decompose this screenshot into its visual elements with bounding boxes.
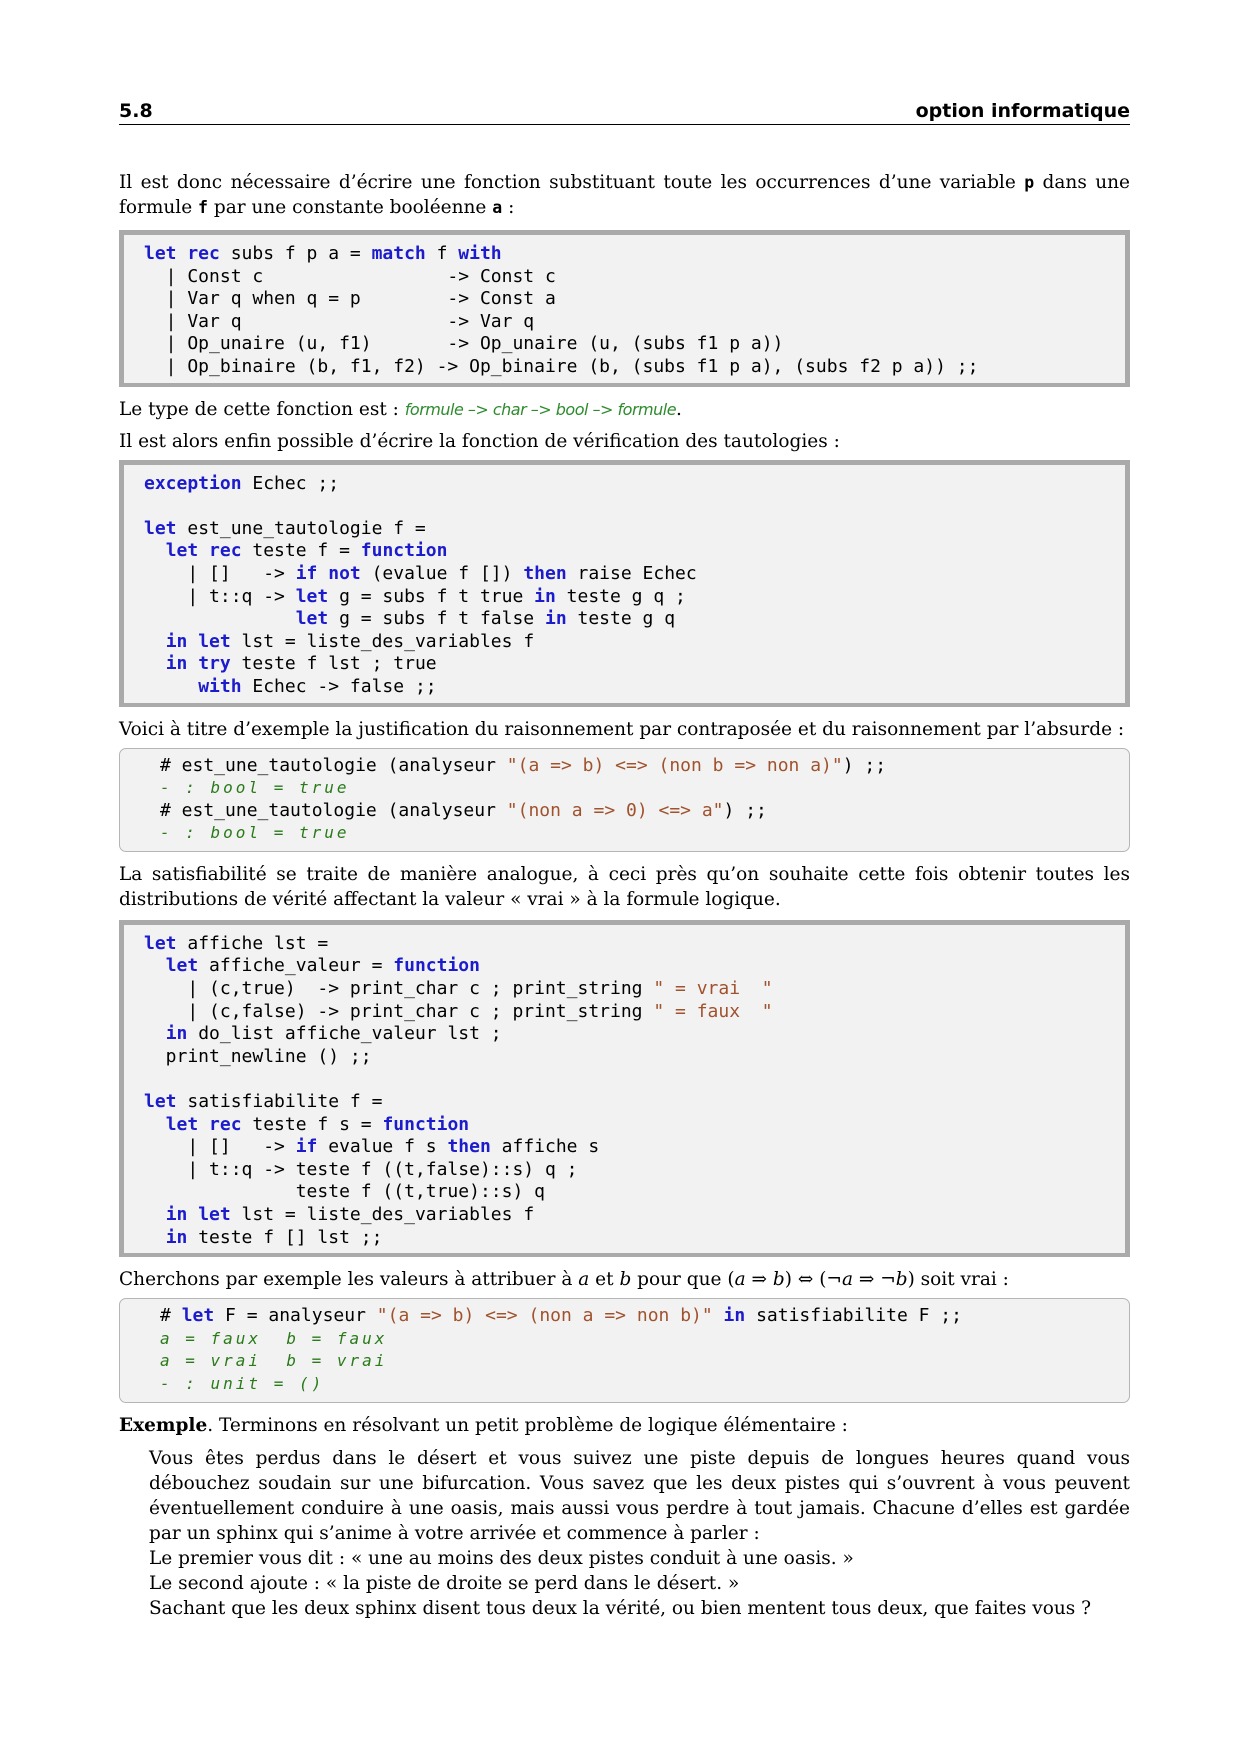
code-line — [144, 540, 1125, 563]
code-line: | Op_binaire (b, f1, f2) -> Op_binaire (b, (subs f1 p a), (subs f2 p a)) ;; — [144, 355, 979, 377]
header-title: option informatique — [915, 100, 1130, 122]
page — [119, 96, 1130, 1621]
paragraph-satisfiability: La satisfiabilité se traite de manière analogue, à ceci près qu’on souhaite cette fois obtenir toutes les distributions de vérité affectant la valeur « vrai » à la formule logique. — [119, 863, 1130, 910]
code-text — [144, 1114, 166, 1135]
code-text: | [] -> — [144, 1136, 296, 1158]
code-text: g = subs f t true — [328, 585, 535, 607]
math-var: b — [772, 1269, 785, 1291]
problem-statement — [119, 1446, 1130, 1621]
math-symbol: ) ⇔ (¬ — [784, 1269, 842, 1291]
code-text: | [] -> — [144, 562, 296, 584]
code-line: | Const c -> Const c — [144, 265, 556, 287]
bold-label: Exemple — [119, 1414, 208, 1436]
code-text: g = subs f t false — [328, 608, 545, 630]
keyword: match — [371, 243, 426, 264]
text: par une constante booléenne — [207, 197, 493, 218]
paragraph-example-intro: Voici à titre d’exemple la justification du raisonnement par contraposée et du raisonnement par l’absurde : — [119, 718, 1125, 740]
text: et — [589, 1269, 620, 1291]
keyword: with — [458, 243, 502, 264]
code-line-blank — [144, 495, 1125, 518]
code-text: est_une_tautologie f = — [176, 517, 426, 539]
keyword: function — [382, 1113, 470, 1135]
string-literal: "(a => b) <=> (non b => non a)" — [506, 754, 843, 776]
code-text: f — [425, 243, 459, 264]
code-text: satisfiabilite f = — [176, 1091, 383, 1113]
code-text: F = analyseur — [214, 1305, 377, 1327]
code-text: ) ;; — [723, 799, 767, 821]
string-literal: " = faux " — [653, 1000, 773, 1022]
type-signature: formule –> char –> bool –> formule — [404, 399, 677, 419]
code-line — [144, 933, 1125, 956]
keyword: let rec — [165, 540, 242, 562]
code-block-subs — [119, 230, 1130, 387]
keyword: if not — [295, 562, 361, 584]
string-literal: " = vrai " — [653, 978, 773, 1000]
keyword: if — [295, 1136, 318, 1158]
code-line-blank — [144, 1068, 1125, 1091]
code-line — [144, 1204, 1125, 1227]
code-line: | Var q when q = p -> Const a — [144, 288, 556, 310]
code-line — [144, 1136, 1125, 1159]
keyword: in — [712, 1305, 746, 1327]
keyword: let — [295, 585, 329, 607]
keyword: in — [165, 1023, 188, 1045]
running-header — [119, 96, 1130, 125]
keyword: let — [181, 1305, 215, 1327]
quote-paragraph: Vous êtes perdus dans le désert et vous suivez une piste depuis de longues heures quand vous débouchez soudain sur une bifurcation. Vous savez que les deux pistes qui s’ouvrent à vous peuvent éventuellement conduire à une oasis, mais aussi vous perdre à tout jamais. Chacune d’elles est gardée par un sphinx qui s’anime à votre arrivée et commence à parler : — [149, 1447, 1130, 1544]
text: ) soit vrai : — [907, 1269, 1009, 1291]
code-text: evalue f s — [317, 1136, 448, 1158]
code-text: Echec -> false ;; — [241, 675, 437, 697]
toplevel-input — [160, 800, 1129, 823]
code-line — [144, 978, 1125, 1001]
text: Cherchons par exemple les valeurs à attribuer à — [119, 1269, 579, 1291]
code-text — [144, 540, 166, 561]
code-text — [144, 676, 198, 697]
code-text: affiche s — [490, 1136, 600, 1158]
math-symbol: ⇒ ¬ — [852, 1269, 896, 1291]
keyword: exception — [144, 472, 242, 494]
code-text — [144, 1023, 166, 1044]
keyword: in try — [165, 653, 231, 675]
keyword: let — [144, 1091, 177, 1113]
keyword: in — [544, 608, 567, 630]
code-text — [144, 1204, 166, 1225]
toplevel-output: - : bool = true — [160, 823, 350, 843]
toplevel-output: - : unit = () — [160, 1373, 325, 1393]
text: Il est donc nécessaire d’écrire une fonction substituant toute les occurrences d’une variable — [119, 172, 1025, 193]
paragraph-search — [119, 1267, 1130, 1292]
text: pour que ( — [631, 1269, 735, 1291]
toplevel-input — [160, 755, 1129, 778]
quote-line: Sachant que les deux sphinx disent tous deux la vérité, ou bien mentent tous deux, que faites vous ? — [149, 1597, 1092, 1619]
code-text: teste g q ; — [555, 585, 686, 607]
text: Le type de cette fonction est : — [119, 398, 405, 420]
paragraph-tautology-intro: Il est alors enfin possible d’écrire la fonction de vérification des tautologies : — [119, 430, 840, 452]
code-line — [144, 653, 1125, 676]
toplevel-session-2 — [119, 1298, 1130, 1402]
keyword: let — [295, 608, 329, 630]
code-text: teste f = — [241, 540, 361, 562]
code-text: lst = liste_des_variables f — [230, 1204, 535, 1225]
math-var: b — [895, 1269, 908, 1291]
code-text: affiche lst = — [176, 932, 329, 954]
code-line — [144, 1227, 1125, 1250]
code-line: | t::q -> teste f ((t,false)::s) q ; — [144, 1158, 578, 1180]
toplevel-input — [160, 1305, 1129, 1328]
keyword: in let — [165, 1204, 231, 1225]
code-text — [144, 653, 166, 674]
code-text: lst = liste_des_variables f — [230, 630, 535, 652]
math-var: a — [734, 1269, 746, 1291]
code-text — [144, 955, 166, 976]
keyword: let — [144, 517, 177, 539]
code-line — [144, 518, 1125, 541]
math-var: a — [841, 1269, 853, 1291]
section-number: 5.8 — [119, 100, 153, 122]
keyword: with — [198, 675, 242, 697]
code-text: | t::q -> — [144, 585, 296, 607]
code-text: ) ;; — [842, 754, 887, 776]
code-text: teste f s = — [241, 1113, 383, 1135]
inline-code: a — [492, 198, 503, 217]
code-line — [144, 608, 1125, 631]
code-line — [144, 586, 1125, 609]
code-text: # est_une_tautologie (analyseur — [160, 799, 507, 821]
math-symbol: ⇒ — [745, 1269, 773, 1291]
code-text: teste f lst ; true — [230, 653, 437, 675]
keyword: let rec — [144, 243, 220, 264]
quote-line: Le second ajoute : « la piste de droite se perd dans le désert. » — [149, 1572, 740, 1594]
text: dans une formule — [119, 172, 1131, 218]
keyword: in let — [165, 630, 231, 652]
code-text — [144, 631, 166, 652]
string-literal: "(non a => 0) <=> a" — [506, 799, 724, 821]
math-var: a — [578, 1269, 590, 1291]
code-line — [144, 1023, 1125, 1046]
keyword: in — [165, 1226, 188, 1248]
code-line: | Op_unaire (u, f1) -> Op_unaire (u, (subs f1 p a)) — [144, 333, 784, 355]
code-line: teste f ((t,true)::s) q — [144, 1181, 545, 1203]
code-text: | (c,true) -> print_char c ; print_string — [144, 978, 654, 1000]
paragraph-intro — [119, 170, 1130, 220]
paragraph-exemple — [119, 1413, 1130, 1438]
code-text: # est_une_tautologie (analyseur — [160, 754, 507, 776]
code-text: subs f p a = — [219, 243, 372, 264]
keyword: function — [393, 955, 480, 977]
code-text: teste f [] lst ;; — [187, 1226, 383, 1248]
code-text — [144, 1227, 166, 1248]
string-literal: "(a => b) <=> (non a => non b)" — [376, 1305, 713, 1327]
code-text: affiche_valeur = — [198, 955, 394, 977]
code-text: teste g q — [566, 608, 676, 630]
code-text: | (c,false) -> print_char c ; print_string — [144, 1000, 654, 1022]
code-text: do_list affiche_valeur lst ; — [187, 1023, 502, 1045]
keyword: then — [523, 562, 567, 584]
inline-code: f — [198, 198, 208, 217]
code-line — [144, 1114, 1125, 1137]
code-block-satisfiability — [119, 920, 1130, 1257]
paragraph-type — [119, 397, 1130, 422]
toplevel-output: a = vrai b = vrai — [160, 1351, 388, 1371]
keyword: let — [165, 955, 199, 977]
code-text — [144, 608, 296, 629]
code-text: (evalue f []) — [360, 562, 524, 584]
toplevel-output: a = faux b = faux — [160, 1328, 388, 1348]
keyword: let rec — [165, 1113, 242, 1135]
code-line — [144, 676, 1125, 699]
code-text: # — [160, 1305, 182, 1327]
code-text: satisfiabilite F ;; — [745, 1305, 962, 1327]
text: . Terminons en résolvant un petit problème de logique élémentaire : — [207, 1414, 848, 1436]
code-text: Echec ;; — [241, 472, 340, 494]
toplevel-output: - : bool = true — [160, 778, 350, 798]
quote-line: Le premier vous dit : « une au moins des deux pistes conduit à une oasis. » — [149, 1547, 854, 1569]
keyword: in — [534, 585, 556, 607]
code-block-tautology — [119, 460, 1130, 707]
code-line: print_newline () ;; — [144, 1045, 372, 1067]
text: : — [502, 197, 515, 218]
code-line — [144, 955, 1125, 978]
code-line — [144, 243, 1125, 266]
keyword: function — [360, 540, 448, 562]
keyword: let — [144, 932, 177, 954]
code-line — [144, 1091, 1125, 1114]
keyword: then — [447, 1136, 491, 1158]
code-line — [144, 631, 1125, 654]
code-text: raise Echec — [566, 562, 697, 584]
inline-code: p — [1024, 173, 1035, 192]
code-line — [144, 563, 1125, 586]
code-line — [144, 1001, 1125, 1024]
text: . — [676, 398, 682, 420]
code-line — [144, 473, 1125, 496]
toplevel-session-1 — [119, 748, 1130, 852]
math-var: b — [619, 1269, 632, 1291]
code-line: | Var q -> Var q — [144, 310, 535, 332]
